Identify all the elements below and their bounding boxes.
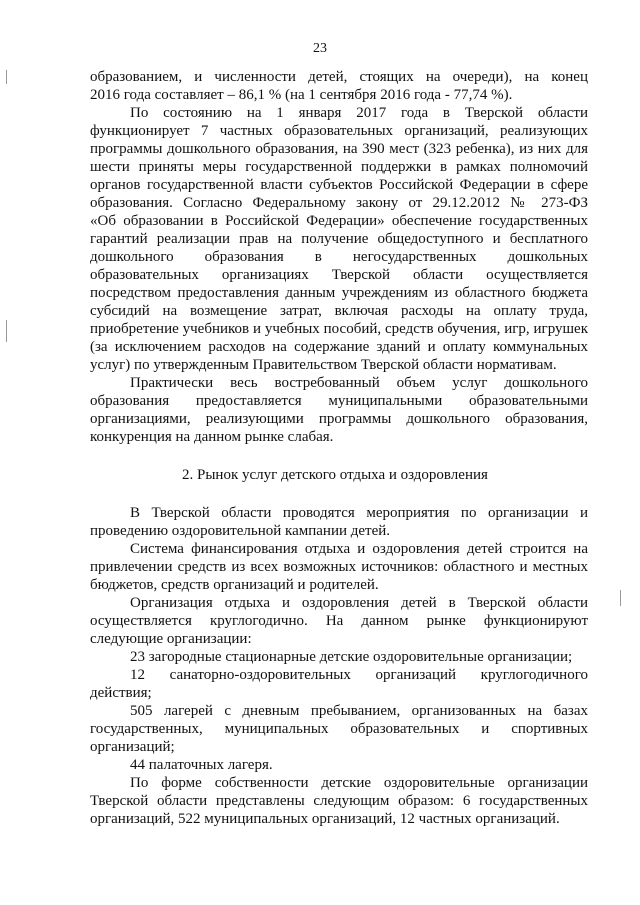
text-line: органов государственной власти субъектов Российской Федерации в сфере — [90, 177, 588, 193]
scan-edge-mark — [6, 70, 7, 84]
section-recreation — [90, 504, 588, 828]
paragraph — [90, 504, 588, 540]
text-line: 505 лагерей с дневным пребыванием, организованных на базах — [130, 703, 588, 719]
text-line: проведению оздоровительной кампании детей. — [90, 523, 391, 539]
text-line: дошкольного образования в негосударственных дошкольных — [90, 249, 588, 265]
paragraph — [90, 68, 588, 104]
spacer — [90, 446, 588, 466]
paragraph — [90, 756, 588, 774]
text-line: (за исключением расходов на содержание зданий и оплату коммунальных — [90, 339, 588, 355]
text-line: 23 загородные стационарные детские оздоровительные организации; — [130, 649, 573, 665]
text-line: Система финансирования отдыха и оздоровления детей строится на — [130, 541, 588, 557]
text-line: образования предоставляется муниципальными образовательными — [90, 393, 588, 409]
text-line: бюджетов, средств организаций и родителей. — [90, 577, 379, 593]
text-line: шести приняты меры государственной поддержки в рамках полномочий — [90, 159, 588, 175]
text-line: образованием, и численности детей, стоящих на очереди), на конец — [90, 69, 588, 85]
text-line: Тверской области представлены следующим образом: 6 государственных — [90, 793, 588, 809]
text-line: посредством предоставления данным учреждениям из областного бюджета — [90, 285, 588, 301]
scan-edge-mark — [6, 320, 7, 342]
text-line: 12 санаторно-оздоровительных организаций круглогодичного — [130, 667, 588, 683]
text-line: конкуренция на данном рынке слабая. — [90, 429, 334, 445]
text-line: По состоянию на 1 января 2017 года в Тверской области — [130, 105, 588, 121]
paragraph — [90, 594, 588, 648]
text-line: По форме собственности детские оздоровительные организации — [130, 775, 588, 791]
text-line: следующие организации: — [90, 631, 252, 647]
document-body — [90, 68, 588, 828]
text-line: осуществляется круглогодично. На данном рынке функционируют — [90, 613, 588, 629]
paragraph — [90, 702, 588, 756]
paragraph — [90, 648, 588, 666]
text-line: 44 палаточных лагеря. — [130, 757, 273, 773]
text-line: функционирует 7 частных образовательных организаций, реализующих — [90, 123, 588, 139]
text-line: организаций; — [90, 739, 175, 755]
text-line: «Об образовании в Российской Федерации» обеспечение государственных — [90, 213, 588, 229]
text-line: образования. Согласно Федеральному закону от 29.12.2012 № 273-ФЗ — [90, 195, 588, 211]
text-line: действия; — [90, 685, 152, 701]
text-line: гарантий реализации прав на получение общедоступного и бесплатного — [90, 231, 588, 247]
paragraph — [90, 104, 588, 374]
spacer — [90, 484, 588, 504]
paragraph — [90, 774, 588, 828]
text-line: программы дошкольного образования, на 390 мест (323 ребенка), из них для — [90, 141, 588, 157]
section-dou — [90, 68, 588, 446]
paragraph — [90, 666, 588, 702]
text-line: В Тверской области проводятся мероприятия по организации и — [130, 505, 588, 521]
page-number: 23 — [313, 41, 327, 56]
paragraph — [90, 374, 588, 446]
text-line: Практически весь востребованный объем услуг дошкольного — [130, 375, 588, 391]
section-heading: 2. Рынок услуг детского отдыха и оздоровления — [182, 467, 488, 483]
paragraph — [90, 540, 588, 594]
text-line: организаций, 522 муниципальных организаций, 12 частных организаций. — [90, 811, 560, 827]
text-line: организациями, реализующими программы дошкольного образования, — [90, 411, 588, 427]
scan-edge-mark — [620, 590, 621, 606]
text-line: услуг) по утвержденным Правительством Тверской области нормативам. — [90, 357, 557, 373]
text-line: привлечении средств из всех возможных источников: областного и местных — [90, 559, 588, 575]
text-line: приобретение учебников и учебных пособий, средств обучения, игр, игрушек — [90, 321, 588, 337]
text-line: 2016 года составляет – 86,1 % (на 1 сентября 2016 года - 77,74 %). — [90, 87, 513, 103]
text-line: Организация отдыха и оздоровления детей в Тверской области — [130, 595, 588, 611]
text-line: субсидий на возмещение затрат, включая расходы на оплату труда, — [90, 303, 588, 319]
text-line: государственных, муниципальных образовательных и спортивных — [90, 721, 588, 737]
text-line: образовательных организациях Тверской области осуществляется — [90, 267, 588, 283]
